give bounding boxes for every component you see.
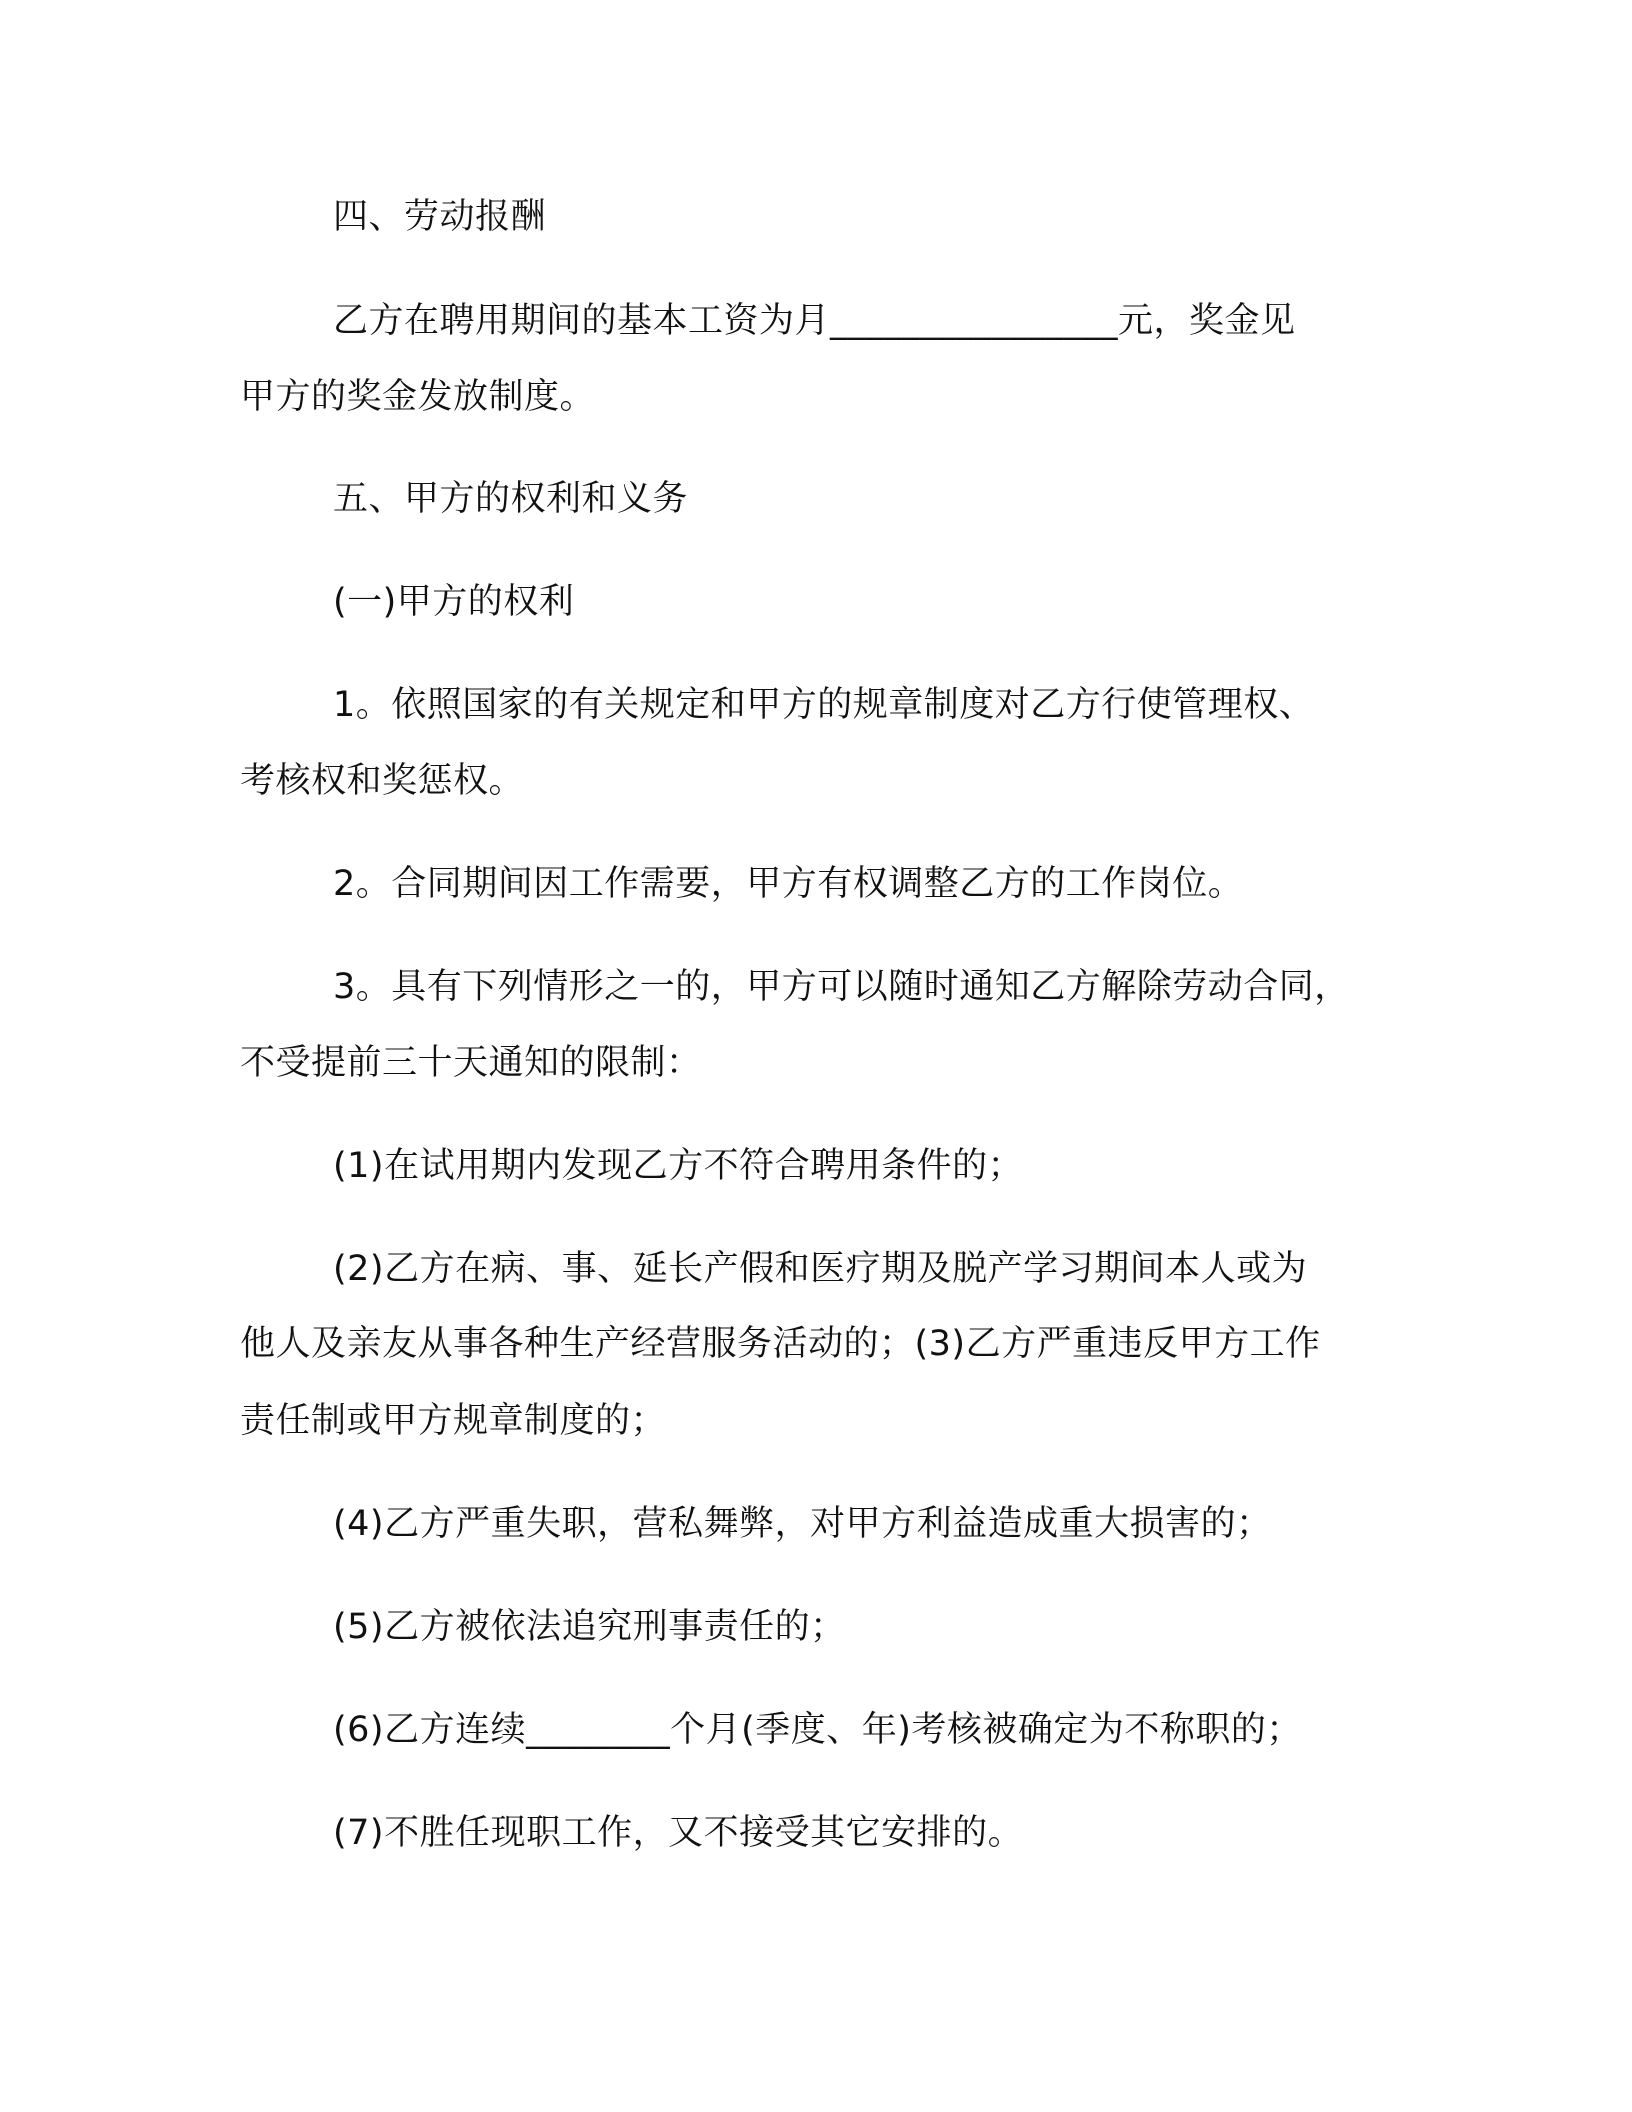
list-item-line: 不受提前三十天通知的限制： — [240, 1043, 702, 1083]
paragraph-line: 乙方在聘用期间的基本工资为月________________元，奖金见 — [333, 301, 1296, 341]
sub-list-item-line: (1)在试用期内发现乙方不符合聘用条件的； — [333, 1146, 1024, 1186]
list-item-line: 2。合同期间因工作需要，甲方有权调整乙方的工作岗位。 — [333, 864, 1244, 904]
sub-list-item-line: (6)乙方连续________个月(季度、年)考核被确定为不称职的； — [333, 1710, 1302, 1750]
section-heading-labor-remuneration: 四、劳动报酬 — [333, 197, 547, 237]
section-heading-party-a-rights: 五、甲方的权利和义务 — [333, 479, 689, 519]
sub-list-item-line: 责任制或甲方规章制度的； — [240, 1401, 667, 1441]
sub-list-item-line: (4)乙方严重失职，营私舞弊，对甲方利益造成重大损害的； — [333, 1504, 1272, 1544]
list-item-line: 考核权和奖惩权。 — [240, 761, 525, 801]
paragraph-line: 甲方的奖金发放制度。 — [240, 377, 596, 417]
list-item-line: 1。依照国家的有关规定和甲方的规章制度对乙方行使管理权、 — [333, 685, 1315, 725]
sub-list-item-line: (7)不胜任现职工作，又不接受其它安排的。 — [333, 1813, 1024, 1853]
sub-list-item-line: (2)乙方在病、事、延长产假和医疗期及脱产学习期间本人或为 — [333, 1249, 1308, 1289]
sub-list-item-line: 他人及亲友从事各种生产经营服务活动的；(3)乙方严重违反甲方工作 — [240, 1324, 1321, 1364]
subsection-heading: (一)甲方的权利 — [333, 582, 575, 622]
list-item-line: 3。具有下列情形之一的，甲方可以随时通知乙方解除劳动合同， — [333, 967, 1350, 1007]
sub-list-item-line: (5)乙方被依法追究刑事责任的； — [333, 1607, 846, 1647]
